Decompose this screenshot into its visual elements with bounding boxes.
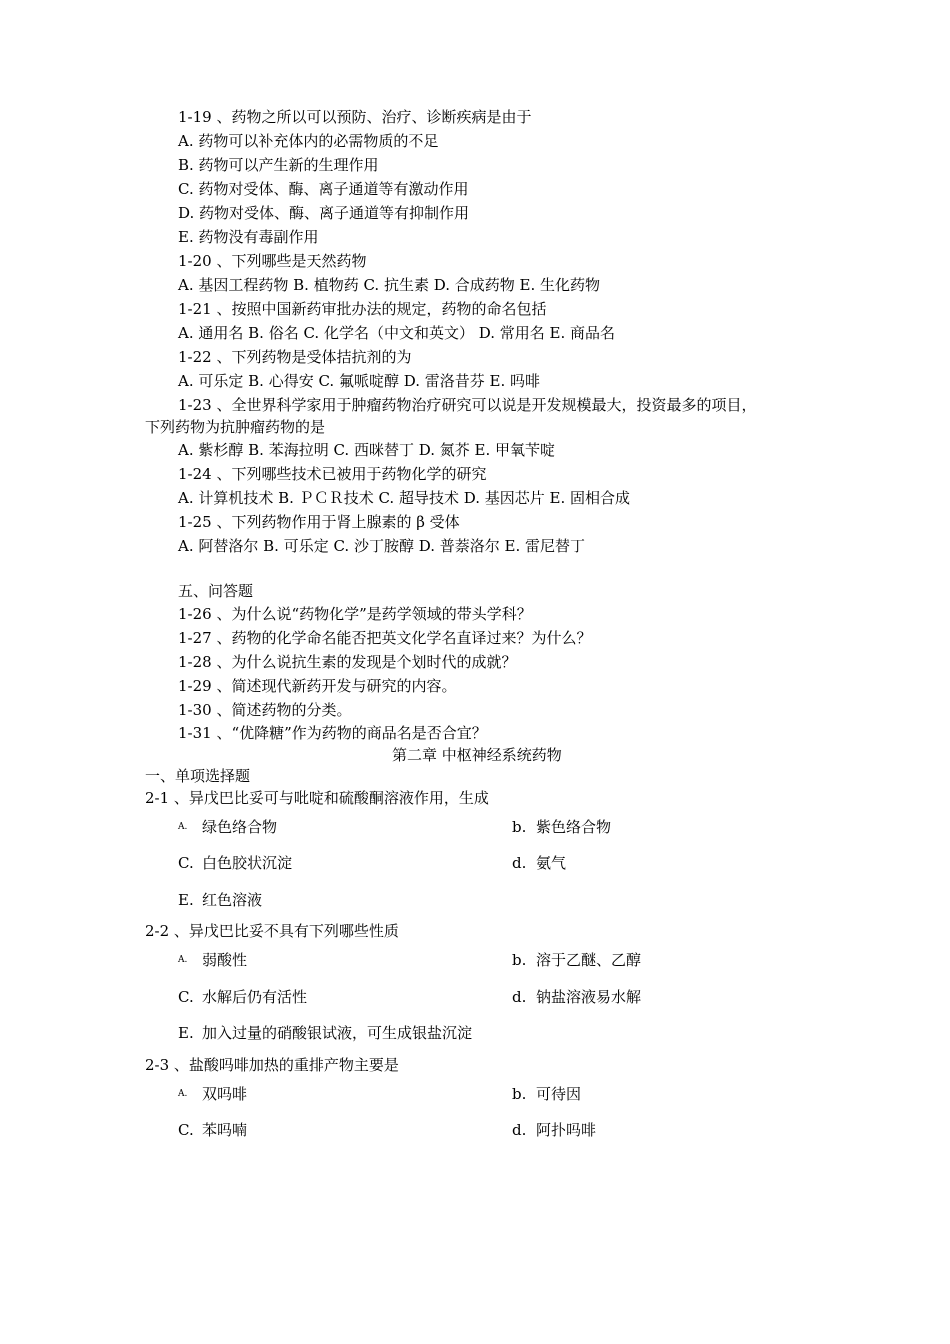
question-1-19: 1-19 、药物之所以可以预防、治疗、诊断疾病是由于 xyxy=(178,108,532,126)
option-c xyxy=(178,854,292,872)
option-label: b. xyxy=(512,1085,527,1103)
option-label: E. xyxy=(178,1024,194,1042)
option-label: A. xyxy=(178,1089,188,1099)
option-text: 紫色络合物 xyxy=(536,818,612,836)
option-text: 可待因 xyxy=(536,1085,582,1103)
option-e xyxy=(178,1024,472,1042)
option-line: A. 药物可以补充体内的必需物质的不足 xyxy=(178,132,439,150)
options-1-20: A. 基因工程药物 B. 植物药 C. 抗生素 D. 合成药物 E. 生化药物 xyxy=(178,276,600,294)
options-1-22: A. 可乐定 B. 心得安 C. 氟哌啶醇 D. 雷洛昔芬 E. 吗啡 xyxy=(178,372,540,390)
option-a xyxy=(178,951,247,969)
section-heading-qa: 五、问答题 xyxy=(178,582,254,600)
option-d xyxy=(512,854,566,872)
question-2-1: 2-1 、异戊巴比妥可与吡啶和硫酸酮溶液作用，生成 xyxy=(145,789,489,807)
option-label: C. xyxy=(178,1121,194,1139)
option-text: 弱酸性 xyxy=(202,951,248,969)
option-line: E. 药物没有毒副作用 xyxy=(178,228,319,246)
section-heading-single-choice: 一、单项选择题 xyxy=(145,767,251,785)
option-label: d. xyxy=(512,988,527,1006)
option-text: 氨气 xyxy=(536,854,567,872)
option-line: C. 药物对受体、酶、离子通道等有激动作用 xyxy=(178,180,469,198)
option-text: 绿色络合物 xyxy=(202,818,278,836)
question-1-23: 1-23 、全世界科学家用于肿瘤药物治疗研究可以说是开发规模最大，投资最多的项目， xyxy=(178,396,757,414)
question-1-31: 1-31 、“优降糖”作为药物的商品名是否合宜？ xyxy=(178,724,487,742)
option-text: 加入过量的硝酸银试液，可生成银盐沉淀 xyxy=(202,1024,473,1042)
option-label: C. xyxy=(178,854,194,872)
option-label: A. xyxy=(178,822,188,832)
question-1-27: 1-27 、药物的化学命名能否把英文化学名直译过来？为什么？ xyxy=(178,629,592,647)
options-1-24: A. 计算机技术 B. ＰＣＲ技术 C. 超导技术 D. 基因芯片 E. 固相合成 xyxy=(178,489,630,507)
options-1-21: A. 通用名 B. 俗名 C. 化学名（中文和英文） D. 常用名 E. 商品名 xyxy=(178,324,615,342)
question-1-25: 1-25 、下列药物作用于肾上腺素的 β 受体 xyxy=(178,513,460,531)
option-text: 双吗啡 xyxy=(202,1085,248,1103)
option-a xyxy=(178,1085,247,1103)
option-b xyxy=(512,1085,581,1103)
option-text: 水解后仍有活性 xyxy=(202,988,308,1006)
question-1-29: 1-29 、简述现代新药开发与研究的内容。 xyxy=(178,677,457,695)
chapter-title: 第二章 中枢神经系统药物 xyxy=(392,746,562,764)
option-a xyxy=(178,818,277,836)
option-label: d. xyxy=(512,854,527,872)
option-b xyxy=(512,818,611,836)
question-1-23-continued: 下列药物为抗肿瘤药物的是 xyxy=(145,418,326,436)
question-1-21: 1-21 、按照中国新药审批办法的规定，药物的命名包括 xyxy=(178,300,547,318)
option-text: 苯吗喃 xyxy=(202,1121,248,1139)
option-text: 红色溶液 xyxy=(202,891,263,909)
options-1-25: A. 阿替洛尔 B. 可乐定 C. 沙丁胺醇 D. 普萘洛尔 E. 雷尼替丁 xyxy=(178,537,585,555)
question-1-20: 1-20 、下列哪些是天然药物 xyxy=(178,252,367,270)
option-text: 溶于乙醚、乙醇 xyxy=(536,951,642,969)
option-b xyxy=(512,951,641,969)
question-1-26: 1-26 、为什么说“药物化学”是药学领域的带头学科？ xyxy=(178,605,532,623)
question-1-30: 1-30 、简述药物的分类。 xyxy=(178,701,352,719)
question-1-28: 1-28 、为什么说抗生素的发现是个划时代的成就？ xyxy=(178,653,517,671)
option-label: A. xyxy=(178,955,188,965)
option-c xyxy=(178,988,307,1006)
options-1-23: A. 紫杉醇 B. 苯海拉明 C. 西咪替丁 D. 氮芥 E. 甲氧苄啶 xyxy=(178,441,555,459)
option-label: b. xyxy=(512,818,527,836)
option-text: 白色胶状沉淀 xyxy=(202,854,293,872)
option-c xyxy=(178,1121,247,1139)
option-text: 阿扑吗啡 xyxy=(536,1121,597,1139)
question-1-22: 1-22 、下列药物是受体拮抗剂的为 xyxy=(178,348,412,366)
question-1-24: 1-24 、下列哪些技术已被用于药物化学的研究 xyxy=(178,465,487,483)
option-label: C. xyxy=(178,988,194,1006)
option-label: E. xyxy=(178,891,194,909)
question-2-3: 2-3 、盐酸吗啡加热的重排产物主要是 xyxy=(145,1056,399,1074)
option-line: D. 药物对受体、酶、离子通道等有抑制作用 xyxy=(178,204,470,222)
option-label: b. xyxy=(512,951,527,969)
option-e xyxy=(178,891,262,909)
question-2-2: 2-2 、异戊巴比妥不具有下列哪些性质 xyxy=(145,922,399,940)
option-d xyxy=(512,988,641,1006)
option-text: 钠盐溶液易水解 xyxy=(536,988,642,1006)
option-line: B. 药物可以产生新的生理作用 xyxy=(178,156,379,174)
option-label: d. xyxy=(512,1121,527,1139)
option-d xyxy=(512,1121,596,1139)
